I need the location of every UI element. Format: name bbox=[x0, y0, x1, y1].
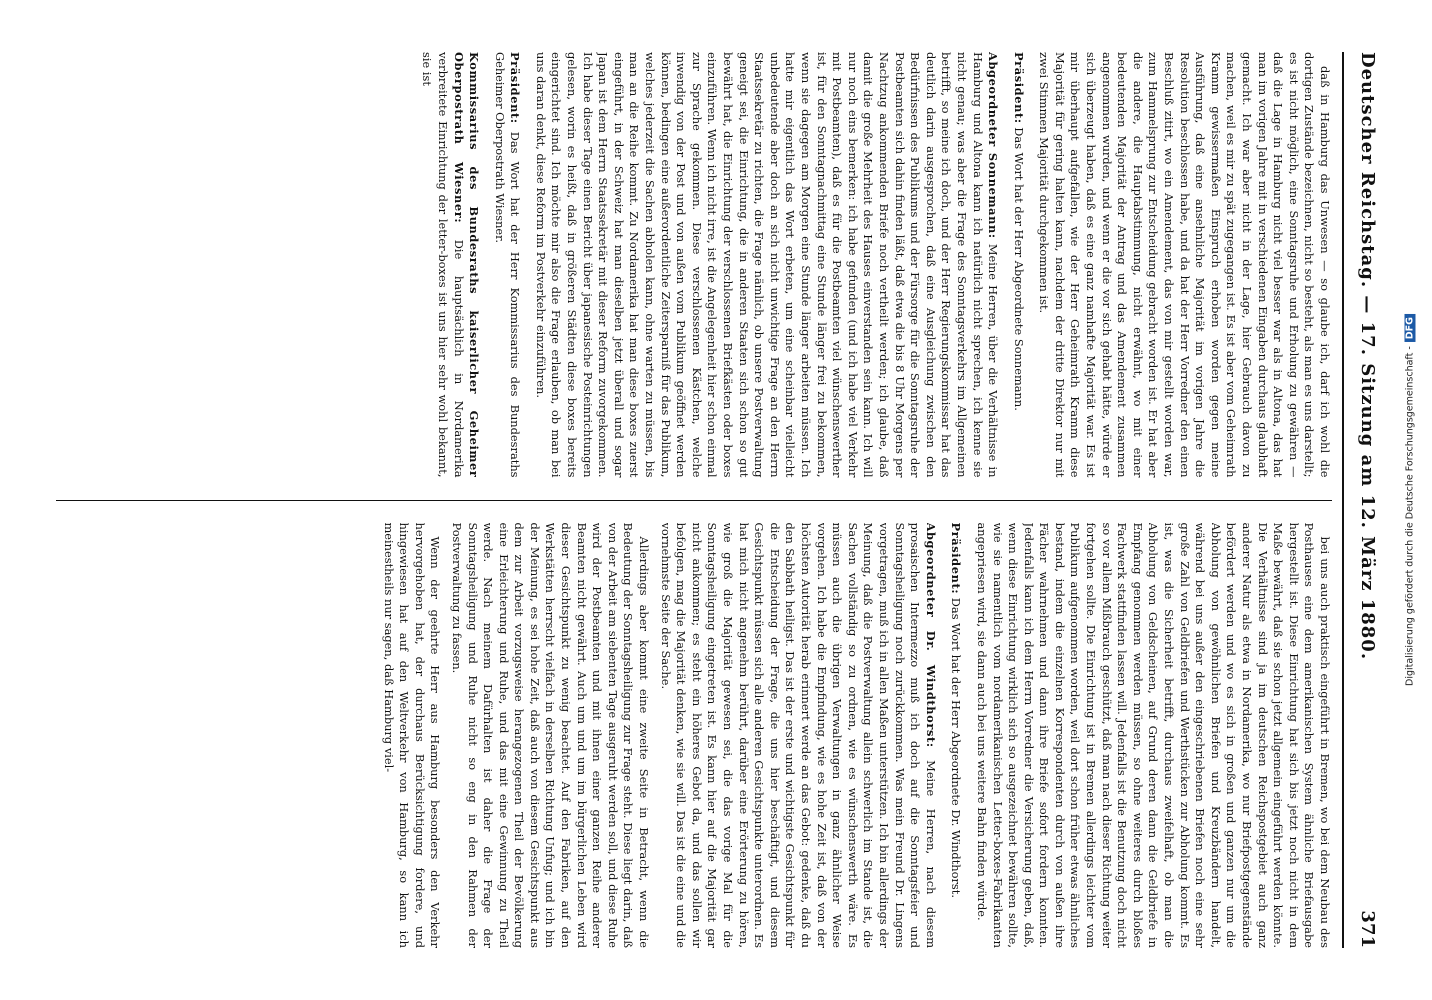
speaker-paragraph bbox=[948, 523, 964, 949]
page-number: 371 bbox=[1357, 910, 1378, 948]
body-paragraph: bei uns auch praktisch eingeführt in Bremen, wo bei dem Neubau des Posthauses eine dem amerikanischen System ähnliche Briefausgabe hergestellt ist. Diese Einrichtung hat sich bis jetzt noch nicht in dem Maße bewährt, daß sie schon jetzt allgemein eingeführt werden könnte. Die Verhältnisse sind ja im deutschen Reichspostgebiet auch ganz anderer Natur als etwa in Nordamerika, wo nur Briefpostgegenstände befördert werden und wo es sich in großen und ganzen nur um die Abholung von gewöhnlichen Briefen und Kreuzbändern handelt, während bei uns außer den eingeschriebenen Briefen noch eine sehr große Zahl von Geldbriefen und Werthstücken zur Abholung kommt. Es ist, was die Sicherheit betrifft, durchaus zweifelhaft, ob man die Abholung von Geldscheinen, auf Grund deren dann die Geldbriefe in Empfang genommen werden müssen, so ohne weiteres durch bloßes Fachwerk stattfinden lassen will. Jedenfalls ist die Benutzung doch nicht so vor allem Mißbrauch geschützt, daß man nach dieser Richtung weiter fortgehen sollte. Die Einrichtung ist in Bremen allerdings leichter vom Publikum aufgenommen worden, weil dort schon früher etwas ähnliches bestand, indem die einzelnen Korrespondenten durch von außen ihre Fächer wahrnehmen und dann ihre Briefe sofort fordern konnten. Jedenfalls kann ich dem Herrn Vorredner die Versicherung geben, daß, wenn diese Einrichtung wirklich sich so ausgezeichnet bewähren sollte, wie sie namentlich vom nordamerikanischen Letter-boxes-Fabrikanten angepriesen wird, sie dann auch bei uns weitere Bahn finden würde. bbox=[974, 522, 1332, 948]
column-right bbox=[56, 523, 1332, 949]
speaker-name: Präsident: bbox=[949, 522, 964, 595]
speaker-name: Präsident: bbox=[508, 52, 523, 124]
body-paragraph: Allerdings aber kommt eine zweite Seite in Betracht, wenn die Bedeutung der Sonntagsheiligung zur Frage steht. Diese liegt darin, daß von der Arbeit am siebenten Tage ausgeruht werden soll, und diese Ruhe wird der Postbeamten und mit ihnen einer ganzen Reihe anderer Beamten nicht gewährt. Auch um und um im bürgerlichen Leben wird dieser Gesichtspunkt zu wenig beachtet. Auf den Fabriken, auf den Werkstätten herrscht vielfach in derselben Richtung Unfug; und ich bin der Meinung, es sei hohe Zeit, daß auch von diesem Gesichtspunkt aus dem zur Arbeit vorzugsweise herangezogenen Theil der Bevölkerung eine Erleichterung und Ruhe, und das mit eine Gewinnung zu Theil werde. Nach meinem Dafürhalten ist daher die Frage der Sonntagsheiligung und Ruhe nicht so eng in den Rahmen der Postverwaltung zu fassen. bbox=[449, 522, 652, 948]
page-header bbox=[1350, 52, 1378, 948]
speaker-paragraph bbox=[532, 52, 1000, 478]
column-left bbox=[56, 52, 1332, 478]
speaker-paragraph bbox=[657, 523, 938, 949]
speech-text: Das Wort hat der Herr Kommissarius des Bundesraths Geheimer Oberpostrath Wiesner. bbox=[492, 52, 523, 478]
dfg-credit-text: Digitalisierung gefördert durch die Deutsche Forschungsgemeinschaft - bbox=[1404, 346, 1416, 686]
speaker-paragraph bbox=[419, 52, 481, 478]
dfg-logo: DFG bbox=[1405, 314, 1416, 342]
newspaper-page bbox=[26, 20, 1406, 980]
header-rule bbox=[1342, 52, 1344, 948]
speech-text: Meine Herren, nach diesem prosaischen Intermezzo muß ich doch auf die Sonntagsfeier und Sonntagsheiligung noch zurückkommen. Was mein Freund Dr. Lingens vorgetragen, muß ich in allen Maßen unterstützen. Ich bin allerdings der Meinung, daß die Postverwaltung allein schwerlich im Stande ist, die Sachen vollständig so zu ordnen, wie es wünschenswerth wäre. Es müssen auch die übrigen Verwaltungen in ganz ähnlicher Weise vorgehen. Ich habe die Empfindung, wie es hohe Zeit ist, daß von der höchsten Autorität herab erinnert werde an das Gebot: gedenke, daß du den Sabbath heiligst. Das ist der erste und wichtigste Gesichtspunkt für die Entscheidung der Frage, die uns hier beschäftigt, und diesem Gesichtspunkt müssen sich alle anderen Gesichtspunkte unterordnen. Es hat mich nicht angenehm berührt, darüber eine Erörterung zu hören, wie groß die Majorität gewesen sei, die das vorige Mal für die Sonntagsheiligung eingetreten ist. Es kann hier auf die Majorität gar nicht ankommen; es steht ein höheres Gebot da, und das sollen wir befolgen, mag die Majorität denken, wie sie will. Das ist die eine und die vornehmste Seite der Sache. bbox=[658, 522, 938, 948]
column-divider bbox=[56, 500, 1332, 501]
body-paragraph: daß in Hamburg das Unwesen — so glaube ich, darf ich wohl die dortigen Zustände bezeichnen, nicht so besteht, als man es uns darstellt; es ist nicht möglich, eine Sonntagsruhe und Erholung zu gewähren — daß die Lage in Hamburg nicht viel besser war als in Altona, das hat man im vorigen Jahre mit in verschiedenen Eingaben durchaus glaubhaft gemacht. Ich war aber nicht in der Lage, hier Gebrauch davon zu machen, weil es mir zu spät zugegangen ist. Es ist aber vom Geheimrath Kramm gewissermaßen Einspruch erhoben worden gegen meine Ausführung, daß eine ansehnliche Majorität im vorigen Jahre die Resolution beschlossen habe, und da hat der Herr Vorredner den einen Beschluß zitirt, wo ein Amendement, das von mir gestellt worden war, zum Hammelsprung zur Entscheidung gebracht worden ist. Er hat aber die andere, die Hauptabstimmung, nicht erwähnt, wo mit einer bedeutenden Majorität der Antrag und das Amendement zusammen angenommen wurden, und wenn er die vor sich gehabt hätte, würde er sich überzeugt haben, daß es eine ganz namhafte Majorität war. Es ist mir überhaupt aufgefallen, wie der Herr Geheimrath Kramm diese Majorität für gering halten kann, nachdem der dritte Direktor nur mit zwei Stimmen Majorität durchgekommen ist. bbox=[1037, 52, 1332, 478]
speaker-name: Kommissarius des Bundesraths kaiserlicher Geheimer Oberpostrath Wiesner: bbox=[451, 52, 482, 478]
speech-text: Meine Herren, über die Verhältnisse in Hamburg und Altona kann ich natürlich nicht sprechen, ich kenne sie nicht genau; was aber die Frage des Sonntagsverkehrs im Allgemeinen betrifft, so meine ich doch, und der Herr Regierungskommissar hat das deutlich darin ausgesprochen, daß eine Ausgleichung zwischen den Bedürfnissen des Publikums und der Fürsorge für die Sonntagsruhe der Postbeamten sich dahin finden läßt, daß etwa die bis 8 Uhr Morgens per Nachtzug ankommenden Briefe noch vertheilt werden; ich glaube, daß damit die große Mehrheit des Hauses einverstanden sein kann. Ich will nur noch eins bemerken: ich habe gefunden (und ich habe viel Verkehr mit Postbeamten), daß es für die Postbeamten viel wünschenswerther ist, für den Sonntagnachmittag eine Stunde länger frei zu bekommen, wenn sie dagegen am Morgen eine Stunde länger arbeiten müssen. Ich hatte mir eigentlich das Wort erbeten, um eine scheinbar vielleicht unbedeutende aber doch an sich nicht unwichtige Frage an den Herrn Staatssekretär zu richten, die Frage nämlich, ob unsere Postverwaltung geneigt sei, die Einrichtung, die in anderen Staaten sich schon so gut bewährt hat, die Einrichtung der verschlossenen Briefkästen oder boxes einzuführen. Wenn ich nicht irre, ist die Angelegenheit hier schon einmal zur Sprache gekommen. Diese verschlossenen Kästchen, welche inwendig von der Post und von außen vom Publikum geöffnet werden können, bedingen eine außerordentliche Zeitersparniß für das Publikum, welches jederzeit die Sachen abholen kann, ohne warten zu müssen, bis man an die Reihe kommt. Zu Nordamerika hat man diese boxes zuerst eingeführt, in der Schweiz hat man dieselben jetzt überall und sogar Japan ist dem Herrn Staatssekretär mit dieser Reform zuvorgekommen. Ich habe dieser Tage einen Bericht über japanesische Posteinrichtungen gelesen, worin es heißt, daß in größeren Städten diese boxes bereits eingerichtet sind. Ich möchte mir also die Frage erlauben, ob man bei uns daran denkt, diese Reform im Postverkehr einzuführen. bbox=[533, 52, 1001, 478]
speaker-paragraph bbox=[491, 52, 522, 478]
dfg-credit bbox=[1405, 314, 1416, 686]
speaker-name: Abgeordneter Dr. Windthorst: bbox=[923, 522, 938, 748]
speaker-paragraph bbox=[1010, 52, 1026, 478]
speaker-name: Abgeordneter Sonnemann: bbox=[986, 52, 1001, 239]
speech-text: Das Wort hat der Herr Abgeordnete Dr. Windthorst. bbox=[949, 597, 964, 898]
speaker-name: Präsident: bbox=[1011, 52, 1026, 124]
speech-text: Die hauptsächlich in Nordamerika verbreitete Einrichtung der letter-boxes ist uns hier sehr wohl bekannt, sie ist bbox=[420, 52, 466, 478]
speech-text: Das Wort hat der Herr Abgeordnete Sonnemann. bbox=[1011, 127, 1026, 411]
body-paragraph: Wenn der geehrte Herr aus Hamburg besonders den Verkehr hervorgehoben hat, der durchaus Berücksichtigung fordere, und hingewiesen hat auf den Weltverkehr von Hamburg, so kann ich meinestheils nur sagen, daß Hamburg viel- bbox=[381, 522, 443, 948]
header-title: Deutscher Reichstag. — 17. Sitzung am 12. März 1880. bbox=[1357, 52, 1378, 661]
text-columns bbox=[56, 52, 1332, 948]
